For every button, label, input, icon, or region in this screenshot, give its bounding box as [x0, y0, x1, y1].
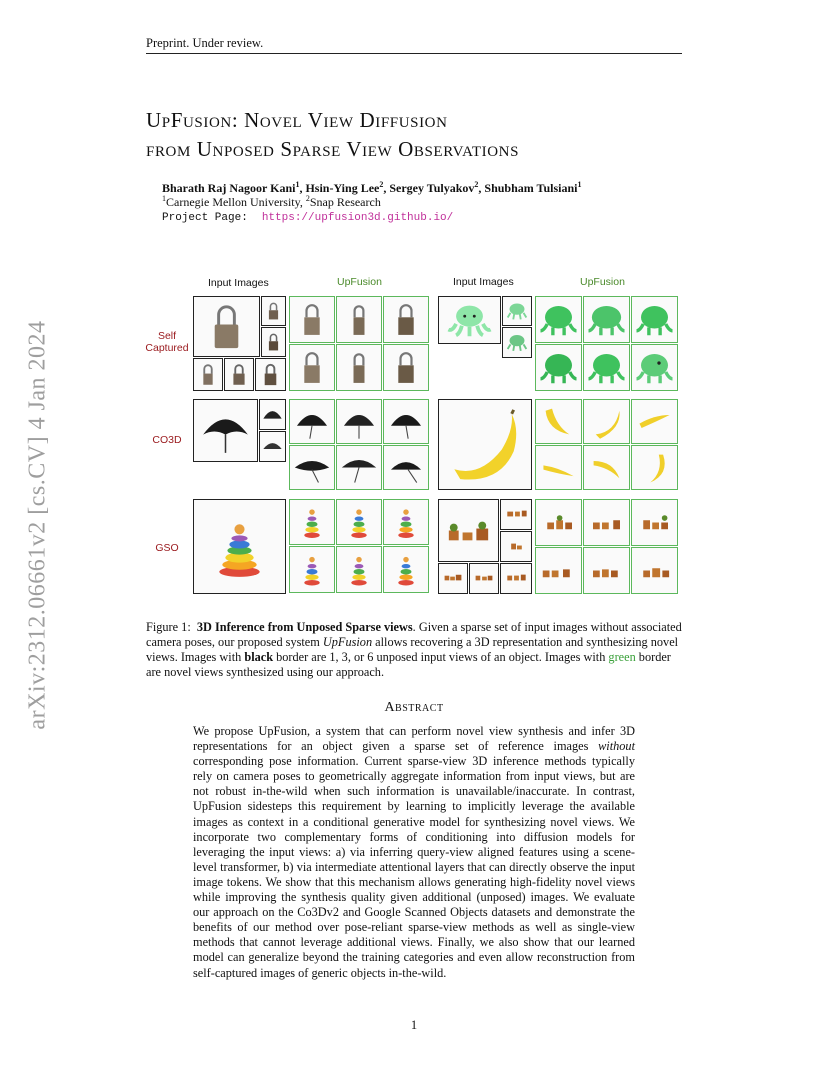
author-1-affil: 1 [295, 180, 300, 189]
affiliation-1: Carnegie Mellon University, [166, 195, 306, 209]
caption-black-word: black [244, 650, 274, 664]
plant-pots-novel-view [535, 499, 582, 546]
umbrella-icon [260, 400, 285, 429]
padlock-input-small [261, 327, 286, 357]
caption-text: border are novel views synthesized using our approach. [146, 650, 671, 679]
padlock-novel-view [383, 296, 429, 343]
caption-text: allows recovering a 3D representation and synthesizing novel views. Images with [146, 635, 679, 664]
title-line-1: UpFusion: Novel View Diffusion [146, 108, 448, 132]
caption-text: . Given a sparse set of input images without associated camera poses, our proposed system [146, 620, 682, 649]
stacking-toy-novel-view [289, 546, 335, 593]
plant-pots-input-small [438, 563, 468, 594]
padlock-icon [337, 345, 381, 390]
padlock-novel-view [336, 296, 382, 343]
umbrella-novel-view [336, 445, 382, 490]
teaser-figure [140, 272, 684, 594]
row-label-self-captured [142, 330, 192, 354]
row-label-captured: Captured [145, 342, 189, 354]
plant-pots-icon [632, 500, 677, 545]
umbrella-input-large [193, 399, 258, 462]
padlock-novel-view [289, 344, 335, 391]
octopus-icon [503, 297, 531, 325]
banana-icon [632, 446, 677, 489]
plant-pots-icon [536, 500, 581, 545]
caption-green-word: green [608, 650, 636, 664]
author-4-affil: 1 [577, 180, 582, 189]
padlock-icon [262, 328, 285, 356]
octopus-input-small [502, 327, 532, 358]
author-2-affil: 2 [379, 180, 384, 189]
padlock-icon [290, 297, 334, 342]
aff1-sup: 1 [162, 194, 166, 203]
banana-icon [439, 400, 531, 489]
author-4: Shubham Tulsiani [484, 181, 578, 195]
plant-pots-novel-view [583, 499, 630, 546]
arxiv-stamp: arXiv:2312.06661v2 [cs.CV] 4 Jan 2024 [24, 320, 51, 730]
octopus-novel-view [631, 296, 678, 343]
stacking-toy-icon [384, 547, 428, 592]
padlock-icon [337, 297, 381, 342]
octopus-input-small [502, 296, 532, 326]
padlock-novel-view [289, 296, 335, 343]
abstract-text: corresponding pose information. Current sparse-view 3D inference methods typically rely on camera poses to geometrically aggregate information from input views, but are not robust in-the-wild when such information is unavailable/inaccurate. In contrast, UpFusion sidesteps this requirement by learning to implicitly leverage the available images as context in a conditional generative model for synthesizing novel views. We incorporate two complementary forms of conditioning into diffusion models for leveraging the input views: a) via inferring query-view aligned features using a scene-level transformer, b) via intermediate attentional layers that can directly observe the input image tokens. We show that this mechanism allows generating high-fidelity novel views while improving the synthesis quality given additional (unposed) images. We evaluate our approach on the Co3Dv2 and Google Scanned Objects datasets and demonstrate the benefits of our method over pose-reliant sparse-view methods as well as single-view methods that cannot leverage additional views. Finally, we also show that our learned model can generalize beyond the training categories and even allow reconstruction from self-captured images of generic objects in-the-wild. [193, 754, 635, 980]
octopus-icon [584, 345, 629, 390]
umbrella-novel-view [383, 399, 429, 444]
umbrella-novel-view [383, 445, 429, 490]
padlock-input-small [193, 358, 223, 391]
plant-pots-input-small [500, 531, 532, 562]
plant-pots-novel-view [535, 547, 582, 594]
padlock-icon [290, 345, 334, 390]
row-label-gso: GSO [155, 542, 179, 554]
plant-pots-icon [439, 500, 498, 561]
banana-input-large [438, 399, 532, 490]
plant-pots-input-large [438, 499, 499, 562]
umbrella-icon [194, 400, 257, 461]
stacking-toy-novel-view [383, 499, 429, 545]
author-sep: , [299, 181, 306, 195]
row-label-self: Self [157, 330, 177, 342]
octopus-novel-view [535, 296, 582, 343]
plant-pots-icon [470, 564, 498, 593]
umbrella-icon [384, 446, 428, 489]
octopus-novel-view [583, 296, 630, 343]
caption-text: border are 1, 3, or 6 unposed input views of an object. Images with [273, 650, 609, 664]
running-header: Preprint. Under review. [146, 36, 264, 50]
padlock-novel-view [383, 344, 429, 391]
stacking-toy-icon [290, 547, 334, 592]
umbrella-icon [260, 432, 285, 461]
plant-pots-icon [584, 500, 629, 545]
plant-pots-novel-view [631, 499, 678, 546]
plant-pots-icon [501, 532, 531, 561]
octopus-icon [536, 297, 581, 342]
caption-prefix: Figure 1: [146, 620, 191, 634]
author-names [162, 181, 722, 195]
page-number: 1 [410, 1018, 418, 1032]
umbrella-novel-view [289, 399, 335, 444]
caption-italic-system: UpFusion [322, 635, 373, 649]
author-sep: , [383, 181, 390, 195]
banana-novel-view [583, 445, 630, 490]
abstract-heading: Abstract [384, 700, 444, 715]
umbrella-input-small [259, 399, 286, 430]
umbrella-input-small [259, 431, 286, 462]
padlock-icon [262, 297, 285, 325]
umbrella-novel-view [289, 445, 335, 490]
umbrella-icon [337, 446, 381, 489]
col-label-input-left: Input Images [208, 277, 269, 289]
octopus-novel-view [583, 344, 630, 391]
banana-icon [584, 446, 629, 489]
stacking-toy-input-large [193, 499, 286, 594]
octopus-icon [439, 297, 500, 343]
aff2-sup: 2 [305, 194, 310, 203]
octopus-icon [536, 345, 581, 390]
header-rule [146, 53, 682, 54]
banana-novel-view [535, 399, 582, 444]
stacking-toy-novel-view [336, 546, 382, 593]
stacking-toy-icon [290, 500, 334, 544]
figure-caption [146, 620, 682, 680]
col-label-upfusion-left: UpFusion [337, 276, 382, 288]
padlock-icon [194, 297, 259, 356]
banana-icon [536, 446, 581, 489]
umbrella-icon [290, 400, 334, 443]
row-label-co3d: CO3D [152, 434, 182, 446]
project-page-link[interactable]: https://upfusion3d.github.io/ [261, 212, 454, 224]
project-page-label: Project Page: [162, 212, 248, 224]
banana-novel-view [535, 445, 582, 490]
stacking-toy-novel-view [289, 499, 335, 545]
plant-pots-novel-view [631, 547, 678, 594]
author-2: Hsin-Ying Lee [305, 181, 380, 195]
padlock-input-small [255, 358, 286, 391]
title-line-2: from Unposed Sparse View Observations [146, 137, 520, 161]
umbrella-novel-view [336, 399, 382, 444]
plant-pots-input-small [500, 499, 532, 530]
padlock-icon [225, 359, 253, 390]
caption-bold-lead: 3D Inference from Unposed Sparse views [196, 620, 413, 634]
abstract-text: We propose UpFusion, a system that can perform novel view synthesis and infer 3D representations for an object given a sparse set of reference images [193, 724, 635, 754]
octopus-input-large [438, 296, 501, 344]
padlock-novel-view [336, 344, 382, 391]
padlock-input-small [224, 358, 254, 391]
plant-pots-icon [501, 500, 531, 529]
stacking-toy-icon [337, 547, 381, 592]
abstract-italic: without [598, 739, 635, 754]
octopus-novel-view [535, 344, 582, 391]
author-1: Bharath Raj Nagoor Kani [162, 181, 296, 195]
octopus-icon [503, 328, 531, 357]
padlock-icon [384, 297, 428, 342]
banana-novel-view [631, 445, 678, 490]
octopus-icon [584, 297, 629, 342]
affiliation-2: Snap Research [309, 195, 381, 209]
author-3: Sergey Tulyakov [389, 181, 475, 195]
stacking-toy-icon [194, 500, 285, 593]
banana-icon [632, 400, 677, 443]
col-label-upfusion-right: UpFusion [580, 276, 625, 288]
author-block [162, 181, 722, 225]
padlock-icon [384, 345, 428, 390]
padlock-input-large [193, 296, 260, 357]
padlock-icon [256, 359, 285, 390]
author-3-affil: 2 [474, 180, 479, 189]
banana-novel-view [583, 399, 630, 444]
octopus-icon [632, 297, 677, 342]
umbrella-icon [337, 400, 381, 443]
umbrella-icon [290, 446, 334, 489]
padlock-icon [194, 359, 222, 390]
plant-pots-icon [439, 564, 467, 593]
octopus-novel-view [631, 344, 678, 391]
affiliations [162, 195, 722, 209]
banana-icon [584, 400, 629, 443]
author-sep: , [478, 181, 485, 195]
stacking-toy-novel-view [383, 546, 429, 593]
plant-pots-icon [536, 548, 581, 593]
plant-pots-input-small [500, 563, 532, 594]
col-label-input-right: Input Images [453, 276, 514, 288]
banana-novel-view [631, 399, 678, 444]
project-page [162, 211, 722, 225]
plant-pots-novel-view [583, 547, 630, 594]
abstract-body [193, 724, 635, 981]
stacking-toy-icon [384, 500, 428, 544]
stacking-toy-novel-view [336, 499, 382, 545]
plant-pots-input-small [469, 563, 499, 594]
octopus-icon [632, 345, 677, 390]
banana-icon [536, 400, 581, 443]
padlock-input-small [261, 296, 286, 326]
plant-pots-icon [632, 548, 677, 593]
plant-pots-icon [501, 564, 531, 593]
paper-title [146, 106, 706, 164]
stacking-toy-icon [337, 500, 381, 544]
umbrella-icon [384, 400, 428, 443]
plant-pots-icon [584, 548, 629, 593]
